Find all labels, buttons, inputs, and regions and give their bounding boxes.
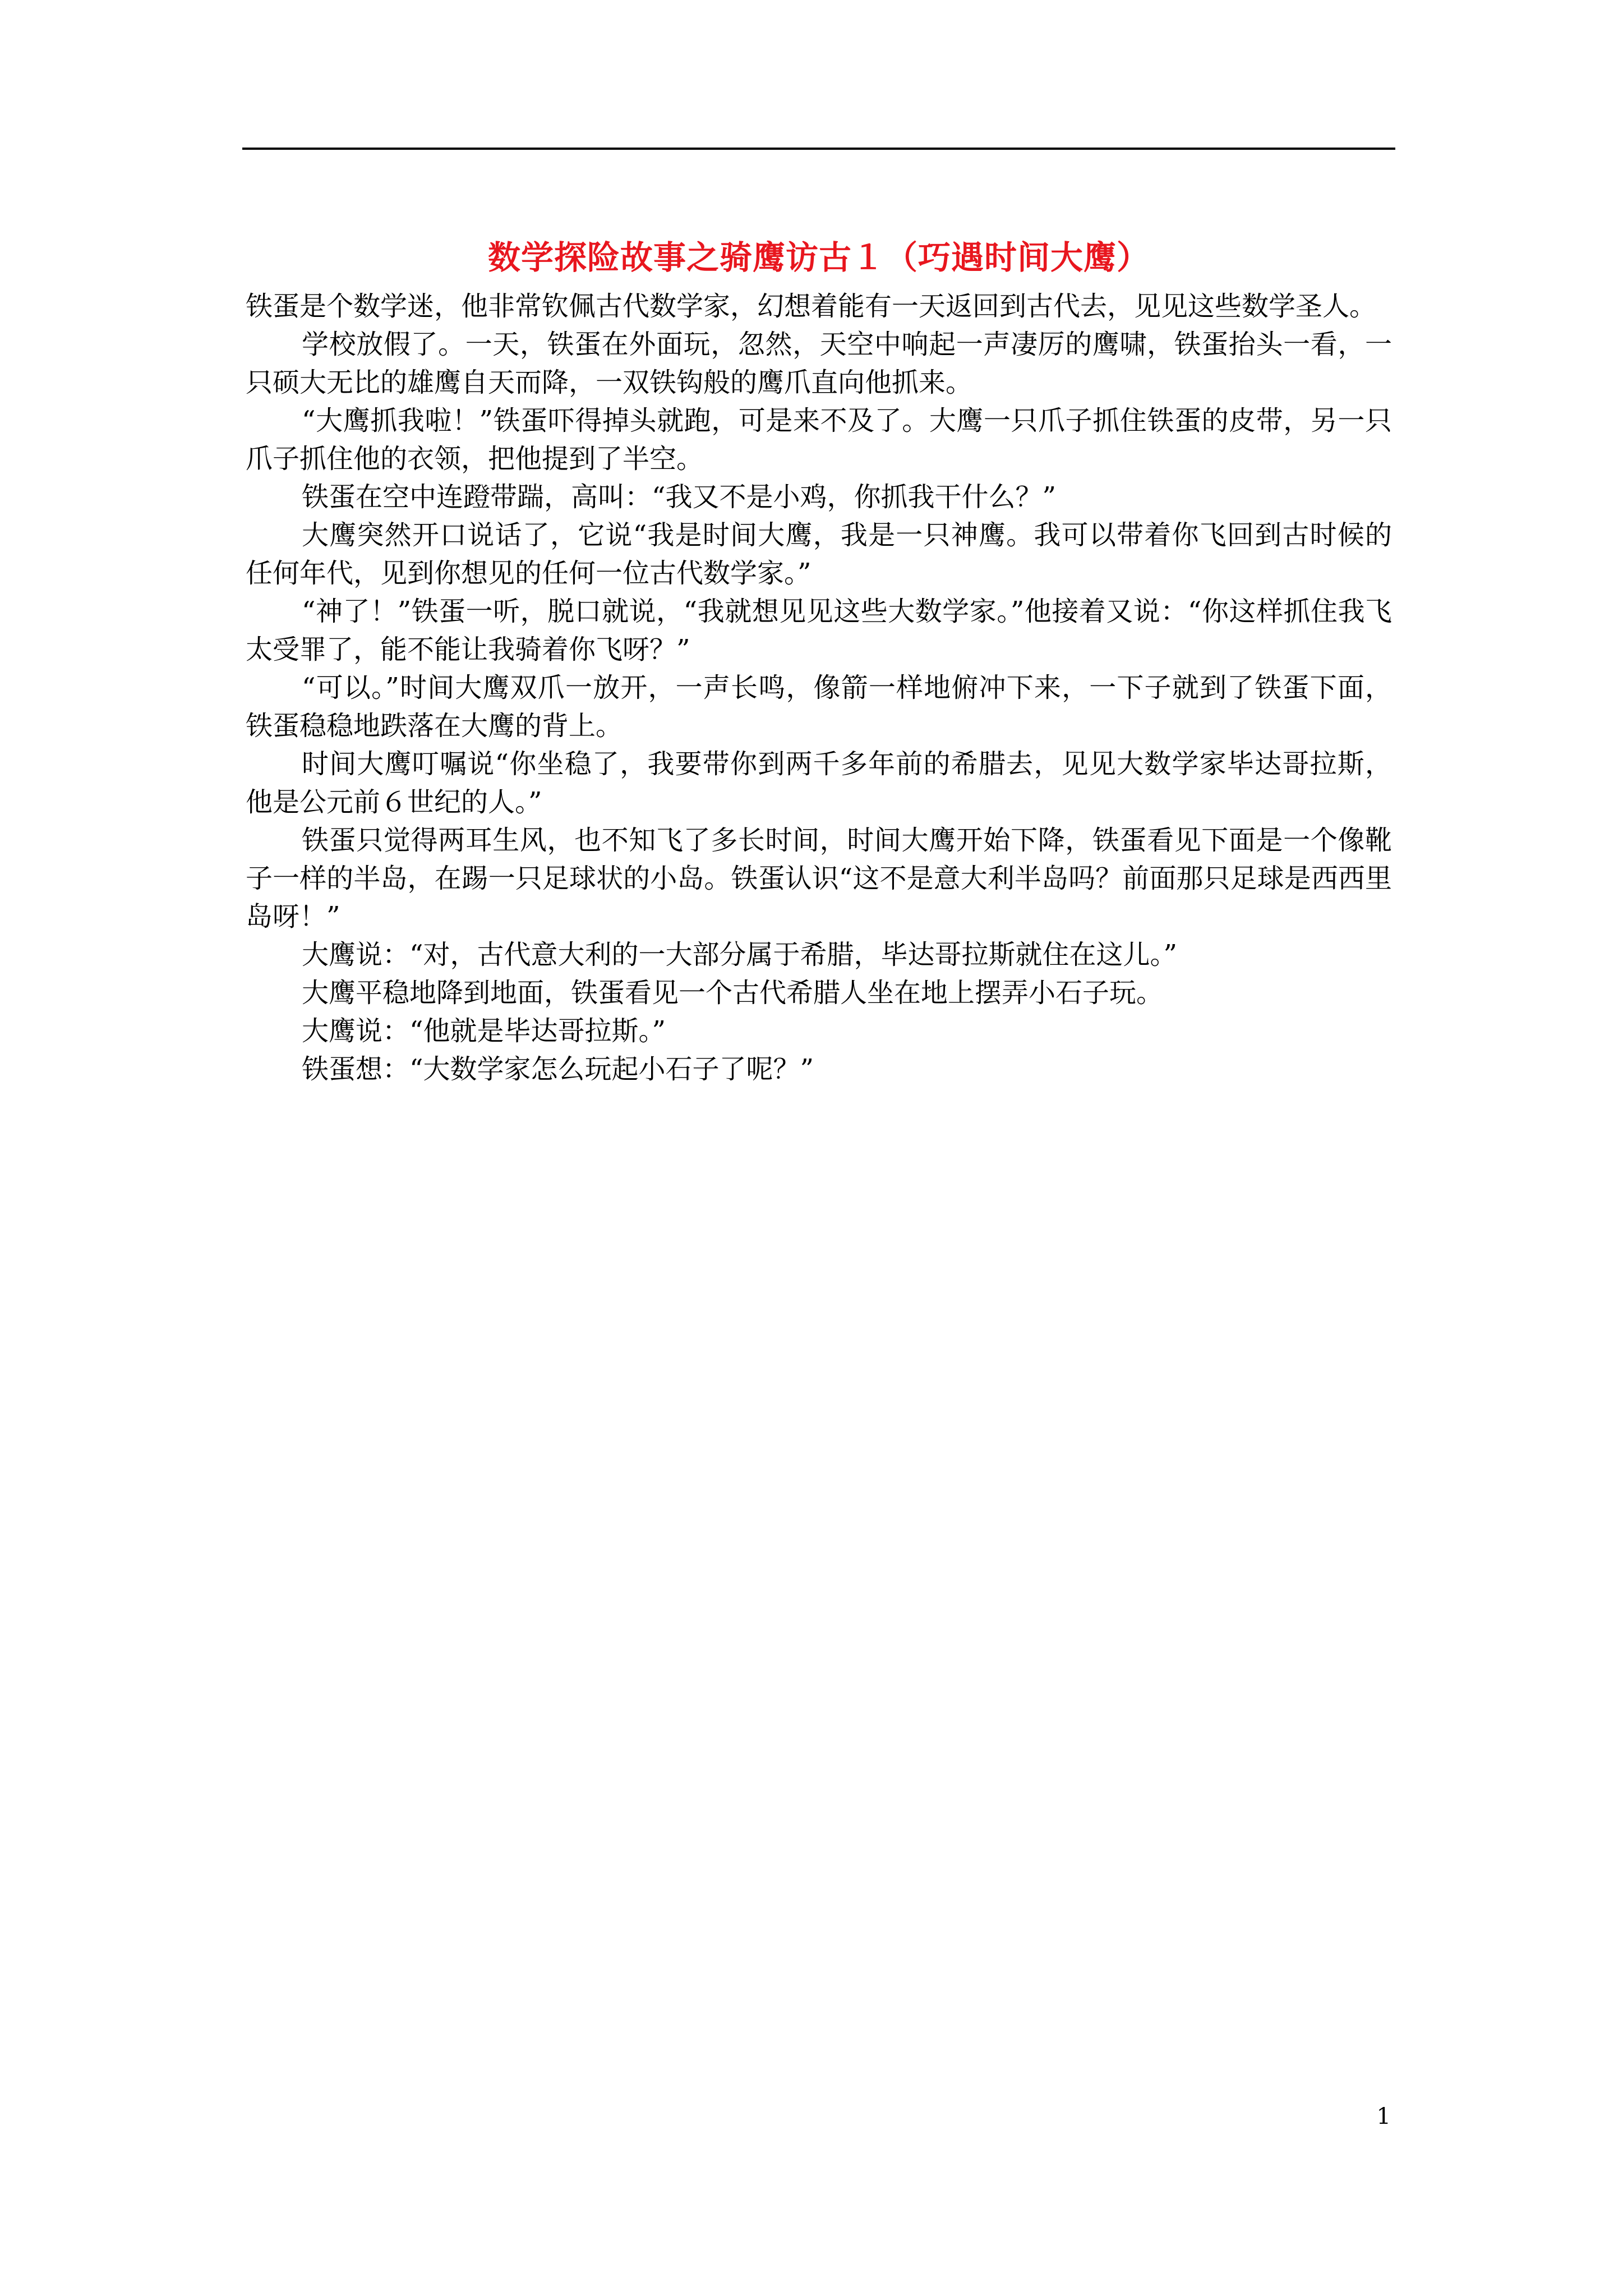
header-rule <box>242 148 1395 150</box>
paragraph-4: 铁蛋在空中连蹬带踹，高叫：“我又不是小鸡，你抓我干什么？” <box>302 481 1057 513</box>
paragraph-6: “神了！”铁蛋一听，脱口就说，“我就想见见这些大数学家。”他接着又说：“你这样抓住我飞太受罪了，能不能让我骑着你飞呀？” <box>246 596 1392 665</box>
paragraph-5: 大鹰突然开口说话了，它说“我是时间大鹰，我是一只神鹰。我可以带着你飞回到古时候的任何年代，见到你想见的任何一位古代数学家。” <box>246 519 1392 589</box>
paragraph-2: 学校放假了。一天，铁蛋在外面玩，忽然，天空中响起一声凄厉的鹰啸，铁蛋抬头一看，一只硕大无比的雄鹰自天而降，一双铁钩般的鹰爪直向他抓来。 <box>246 329 1392 398</box>
paragraph-7: “可以。”时间大鹰双爪一放开，一声长鸣，像箭一样地俯冲下来，一下子就到了铁蛋下面，铁蛋稳稳地跌落在大鹰的背上。 <box>246 672 1392 742</box>
document-title: 数学探险故事之骑鹰访古１（巧遇时间大鹰） <box>487 238 1150 277</box>
story-body <box>246 287 1392 1088</box>
paragraph-9: 铁蛋只觉得两耳生风，也不知飞了多长时间，时间大鹰开始下降，铁蛋看见下面是一个像靴子一样的半岛，在踢一只足球状的小岛。铁蛋认识“这不是意大利半岛吗？前面那只足球是西西里岛呀！” <box>246 825 1392 932</box>
paragraph-1: 铁蛋是个数学迷，他非常钦佩古代数学家，幻想着能有一天返回到古代去，见见这些数学圣人。 <box>246 291 1377 322</box>
paragraph-11: 大鹰平稳地降到地面，铁蛋看见一个古代希腊人坐在地上摆弄小石子玩。 <box>302 977 1164 1009</box>
paragraph-13: 铁蛋想：“大数学家怎么玩起小石子了呢？” <box>302 1053 814 1085</box>
paragraph-8: 时间大鹰叮嘱说“你坐稳了，我要带你到两千多年前的希腊去，见见大数学家毕达哥拉斯，他是公元前６世纪的人。” <box>246 748 1392 818</box>
page-number: 1 <box>1376 2104 1391 2129</box>
paragraph-10: 大鹰说：“对，古代意大利的一大部分属于希腊，毕达哥拉斯就住在这儿。” <box>302 939 1178 970</box>
paragraph-12: 大鹰说：“他就是毕达哥拉斯。” <box>302 1015 666 1047</box>
paragraph-3: “大鹰抓我啦！”铁蛋吓得掉头就跑，可是来不及了。大鹰一只爪子抓住铁蛋的皮带，另一只爪子抓住他的衣领，把他提到了半空。 <box>246 405 1392 475</box>
